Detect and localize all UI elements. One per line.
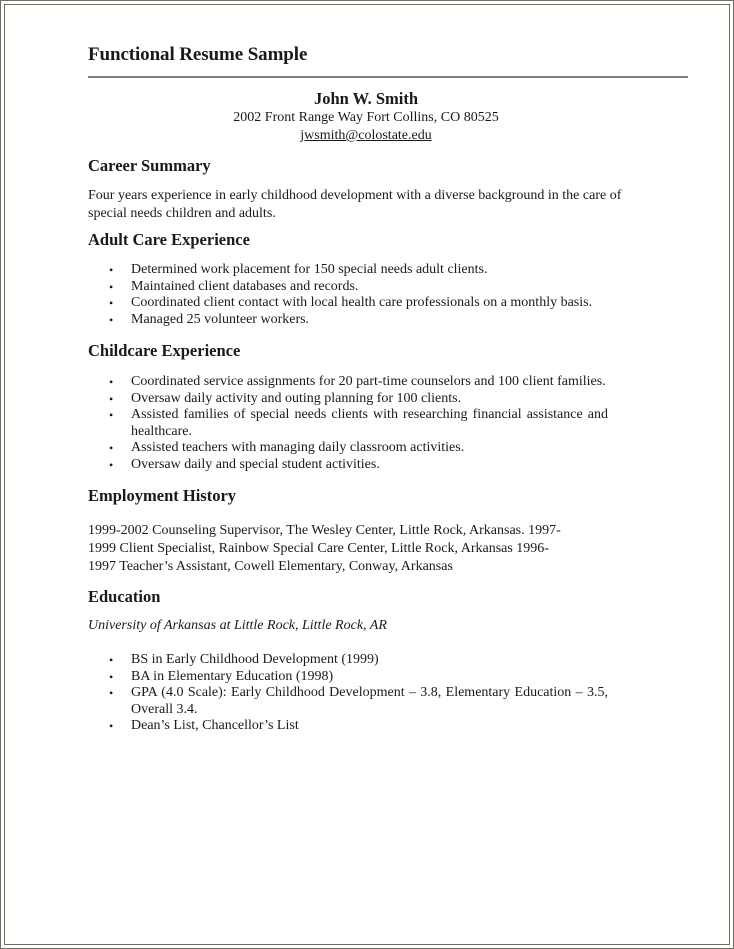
bullet-icon: • — [109, 669, 114, 684]
email-link[interactable]: jwsmith@colostate.edu — [300, 128, 432, 143]
list-item: • Dean’s List, Chancellor’s List — [109, 718, 299, 733]
employment-line: 1997 Teacher’s Assistant, Cowell Elementary, Conway, Arkansas — [88, 559, 453, 574]
contact-block — [88, 88, 644, 144]
list-item: • GPA (4.0 Scale): Early Childhood Development – 3.8, Elementary Education – 3.5, Overall 3.4. — [109, 685, 608, 717]
employment-text — [88, 522, 648, 576]
list-item: • Oversaw daily activity and outing planning for 100 clients. — [109, 390, 462, 406]
document-title: Functional Resume Sample — [88, 44, 308, 65]
list-item: • BA in Elementary Education (1998) — [109, 668, 334, 684]
list-item: • Determined work placement for 150 special needs adult clients. — [109, 262, 488, 277]
bullet-icon: • — [109, 391, 114, 406]
bullet-icon: • — [109, 296, 114, 310]
education-heading: Education — [88, 587, 161, 606]
career-summary-heading: Career Summary — [88, 156, 211, 175]
bullet-icon: • — [109, 263, 114, 277]
employment-line: 1999-2002 Counseling Supervisor, The Wesley Center, Little Rock, Arkansas. 1997- — [88, 523, 561, 538]
education-institution: University of Arkansas at Little Rock, Little Rock, AR — [88, 618, 387, 633]
bullet-icon: • — [109, 686, 114, 700]
bullet-icon: • — [109, 312, 114, 327]
bullet-icon: • — [109, 457, 114, 472]
employment-heading: Employment History — [88, 486, 237, 505]
bullet-icon: • — [109, 375, 114, 389]
candidate-name: John W. Smith — [313, 89, 419, 108]
adult-care-heading: Adult Care Experience — [88, 230, 250, 249]
list-item: • Coordinated client contact with local health care professionals on a monthly basis. — [109, 295, 593, 310]
bullet-icon: • — [109, 279, 114, 294]
employment-line: 1999 Client Specialist, Rainbow Special Care Center, Little Rock, Arkansas 1996- — [88, 541, 549, 556]
title-divider — [88, 76, 688, 78]
bullet-icon: • — [109, 408, 114, 422]
page-frame-inner — [4, 4, 730, 945]
bullet-icon: • — [109, 653, 114, 667]
childcare-heading: Childcare Experience — [88, 341, 241, 360]
list-item: • Managed 25 volunteer workers. — [109, 311, 310, 327]
list-item: • Maintained client databases and records. — [109, 278, 359, 294]
education-list — [88, 652, 608, 735]
list-item: • Assisted families of special needs clients with researching financial assistance and healthcare. — [109, 407, 608, 439]
bullet-icon: • — [109, 719, 114, 733]
list-item: • Assisted teachers with managing daily classroom activities. — [109, 440, 465, 455]
list-item: • BS in Early Childhood Development (1999) — [109, 652, 379, 667]
career-summary-text: Four years experience in early childhood development with a diverse background in the care of special needs children and adults. — [88, 188, 622, 221]
adult-care-list — [88, 262, 608, 328]
list-item: • Oversaw daily and special student activities. — [109, 456, 380, 472]
candidate-address: 2002 Front Range Way Fort Collins, CO 80525 — [233, 110, 499, 125]
bullet-icon: • — [109, 441, 114, 455]
list-item: • Coordinated service assignments for 20 part-time counselors and 100 client families. — [109, 374, 606, 389]
childcare-list — [88, 374, 608, 473]
